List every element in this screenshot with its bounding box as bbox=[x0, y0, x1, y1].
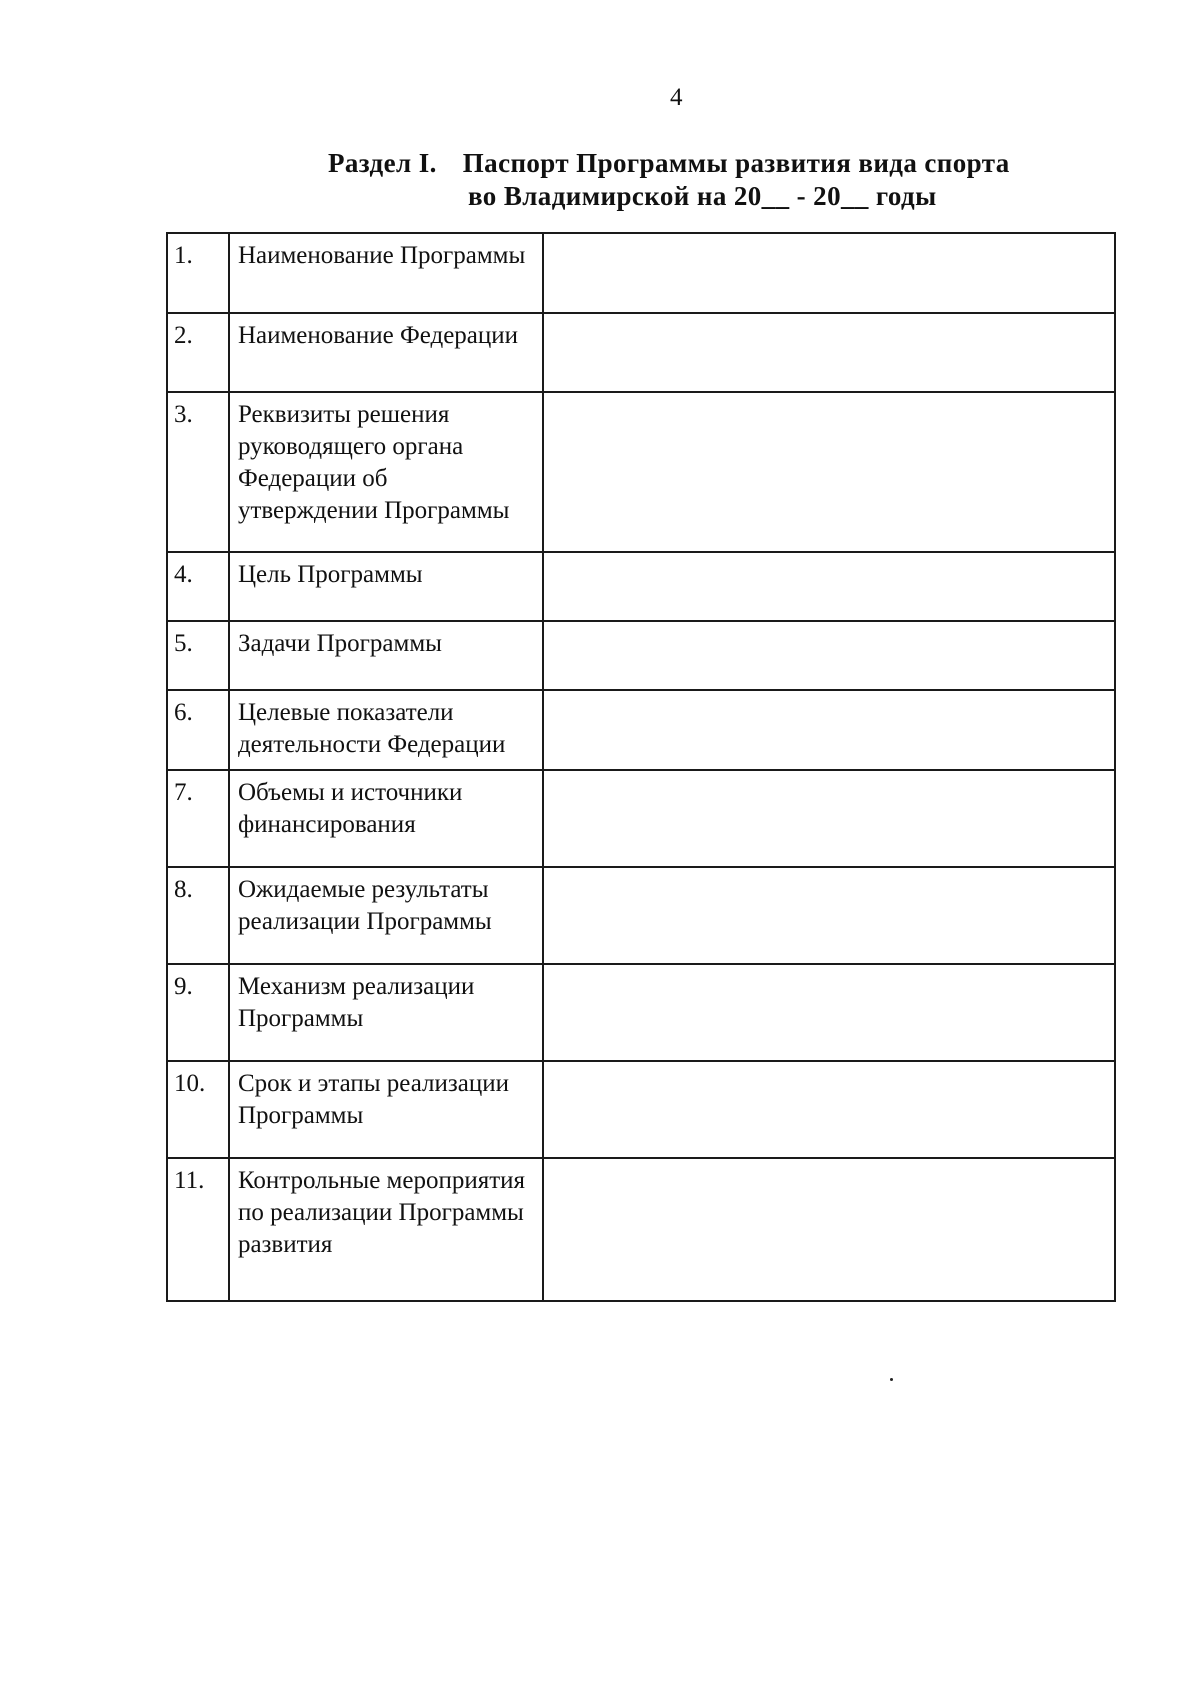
title-line-1 bbox=[328, 148, 1010, 179]
row-value bbox=[543, 964, 1115, 1061]
row-number: 1. bbox=[167, 233, 229, 313]
row-label: Наименование Программы bbox=[229, 233, 543, 313]
passport-table bbox=[166, 232, 1116, 1302]
row-value bbox=[543, 233, 1115, 313]
row-value bbox=[543, 621, 1115, 690]
table-row bbox=[167, 964, 1115, 1061]
row-label: Срок и этапы реализации Программы bbox=[229, 1061, 543, 1158]
row-label: Целевые показатели деятельности Федерации bbox=[229, 690, 543, 770]
row-value bbox=[543, 552, 1115, 621]
table-row bbox=[167, 313, 1115, 392]
row-number: 10. bbox=[167, 1061, 229, 1158]
title-line-2: во Владимирской на 20__ - 20__ годы bbox=[468, 181, 937, 211]
row-number: 6. bbox=[167, 690, 229, 770]
row-value bbox=[543, 1158, 1115, 1301]
row-value bbox=[543, 313, 1115, 392]
table-row bbox=[167, 690, 1115, 770]
row-value bbox=[543, 867, 1115, 964]
title-text-1: Паспорт Программы развития вида спорта bbox=[462, 148, 1010, 178]
row-number: 2. bbox=[167, 313, 229, 392]
row-number: 5. bbox=[167, 621, 229, 690]
row-label: Контрольные мероприятия по реализации Программы развития bbox=[229, 1158, 543, 1301]
row-value bbox=[543, 770, 1115, 867]
row-label: Наименование Федерации bbox=[229, 313, 543, 392]
row-label: Механизм реализации Программы bbox=[229, 964, 543, 1061]
table-row bbox=[167, 770, 1115, 867]
row-value bbox=[543, 690, 1115, 770]
row-label: Задачи Программы bbox=[229, 621, 543, 690]
row-label: Реквизиты решения руководящего органа Федерации об утверждении Программы bbox=[229, 392, 543, 552]
row-number: 11. bbox=[167, 1158, 229, 1301]
page-number: 4 bbox=[670, 84, 683, 111]
table-row bbox=[167, 1061, 1115, 1158]
table-row bbox=[167, 552, 1115, 621]
section-label: Раздел I. bbox=[328, 148, 437, 178]
table-row bbox=[167, 233, 1115, 313]
row-label: Цель Программы bbox=[229, 552, 543, 621]
stray-mark bbox=[890, 1378, 893, 1381]
row-number: 8. bbox=[167, 867, 229, 964]
row-label: Ожидаемые результаты реализации Программы bbox=[229, 867, 543, 964]
row-number: 4. bbox=[167, 552, 229, 621]
row-value bbox=[543, 392, 1115, 552]
table-row bbox=[167, 621, 1115, 690]
table-row bbox=[167, 867, 1115, 964]
row-number: 3. bbox=[167, 392, 229, 552]
table-row bbox=[167, 392, 1115, 552]
row-value bbox=[543, 1061, 1115, 1158]
row-number: 7. bbox=[167, 770, 229, 867]
table-row bbox=[167, 1158, 1115, 1301]
row-number: 9. bbox=[167, 964, 229, 1061]
row-label: Объемы и источники финансирования bbox=[229, 770, 543, 867]
